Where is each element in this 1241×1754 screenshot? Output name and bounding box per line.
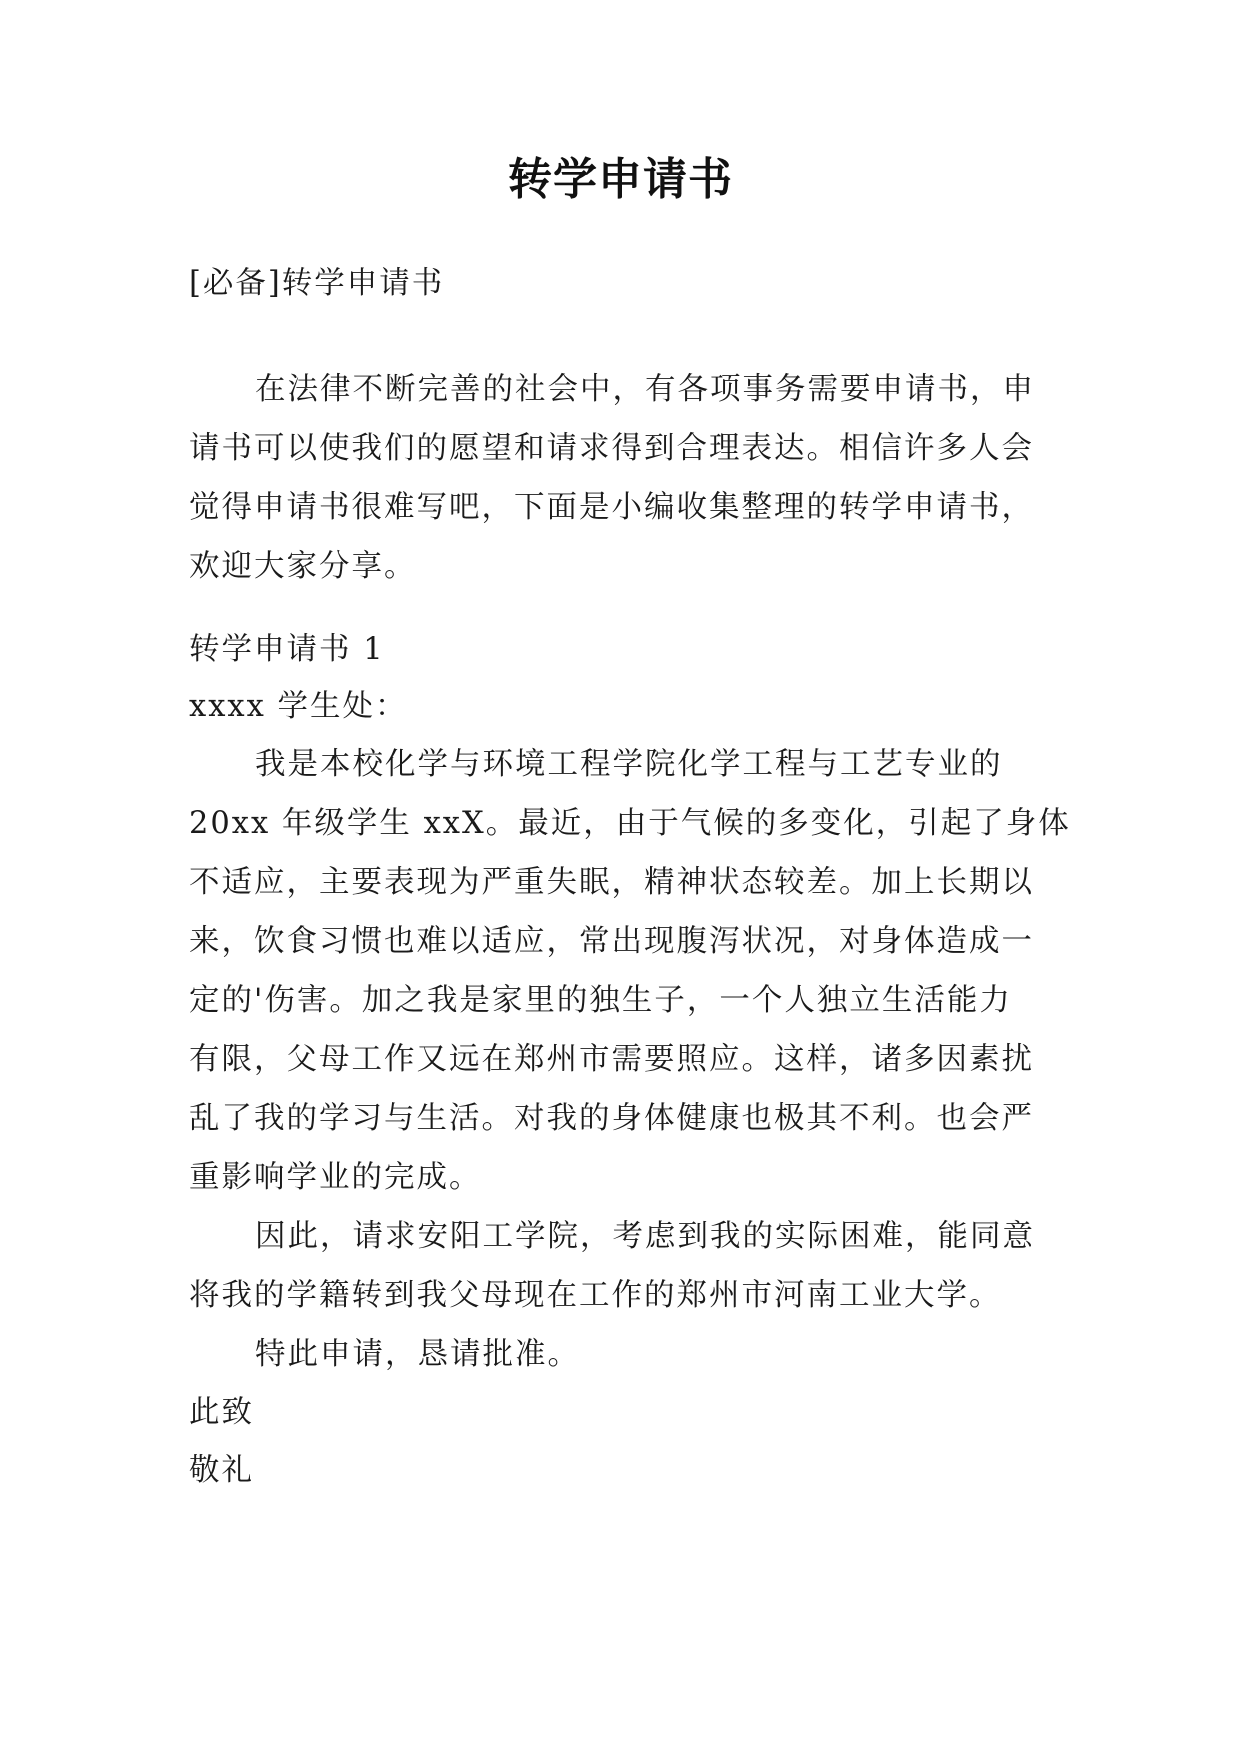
body-line: 特此申请，恳请批准。: [255, 1337, 580, 1372]
body-line: 不适应，主要表现为严重失眠，精神状态较差。加上长期以: [189, 865, 1034, 900]
body-line: 20xx 年级学生 xxX。最近，由于气候的多变化，引起了身体: [189, 806, 1071, 841]
closing-line-1: 此致: [189, 1395, 254, 1430]
body-paragraph-3: [189, 1325, 1069, 1384]
body-line: 因此，请求安阳工学院，考虑到我的实际困难，能同意: [255, 1219, 1035, 1254]
body-paragraph-1: [189, 735, 1069, 1207]
body-line: 乱了我的学习与生活。对我的身体健康也极其不利。也会严: [189, 1101, 1034, 1136]
body-line: 我是本校化学与环境工程学院化学工程与工艺专业的: [255, 747, 1003, 782]
body-line: 有限，父母工作又远在郑州市需要照应。这样，诸多因素扰: [189, 1042, 1034, 1077]
closing-line-2: 敬礼: [189, 1453, 254, 1488]
body-line: 重影响学业的完成。: [189, 1160, 482, 1195]
intro-paragraph: [189, 360, 1069, 596]
body-paragraph-2: [189, 1207, 1069, 1325]
body-line: 来，饮食习惯也难以适应，常出现腹泻状况，对身体造成一: [189, 924, 1034, 959]
document-subtitle: [必备]转学申请书: [189, 266, 445, 301]
intro-line: 请书可以使我们的愿望和请求得到合理表达。相信许多人会: [189, 431, 1034, 466]
section-heading: 转学申请书 1: [189, 632, 385, 667]
body-line: 定的'伤害。加之我是家里的独生子，一个人独立生活能力: [189, 983, 1012, 1018]
intro-line: 在法律不断完善的社会中，有各项事务需要申请书，申: [255, 372, 1035, 407]
salutation: xxxx 学生处：: [189, 689, 408, 724]
intro-line: 觉得申请书很难写吧，下面是小编收集整理的转学申请书，: [189, 490, 1034, 525]
body-line: 将我的学籍转到我父母现在工作的郑州市河南工业大学。: [189, 1278, 1002, 1313]
intro-line: 欢迎大家分享。: [189, 549, 417, 584]
document-title: 转学申请书: [508, 154, 733, 205]
